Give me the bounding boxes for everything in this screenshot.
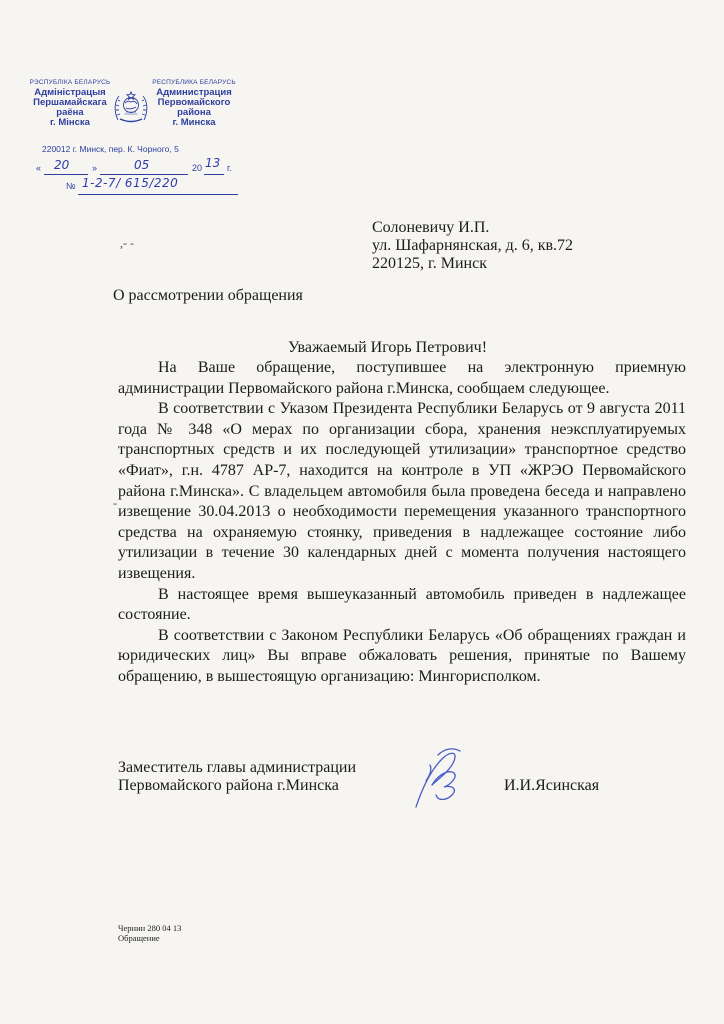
stamp-number-row [64, 176, 244, 197]
signatory-position-line2: Первомайского района г.Минска [118, 777, 339, 794]
stamp-address: 220012 г. Минск, пер. К. Чорного, 5 [42, 144, 179, 154]
stamp-russian-column [150, 78, 238, 128]
handwritten-signature [408, 745, 478, 815]
document-type: Обращение [118, 933, 160, 943]
date-month-underline [100, 174, 188, 175]
executor-footer [118, 923, 181, 943]
date-year-underline [204, 174, 224, 175]
date-close-quote: » [92, 163, 98, 173]
date-day-handwritten: 20 [54, 158, 70, 172]
letter-body [118, 358, 686, 688]
stamp-republic-ru: РЕСПУБЛИКА БЕЛАРУСЬ [152, 79, 236, 86]
letter-greeting: Уважаемый Игорь Петрович! [288, 339, 488, 356]
stamp-belarusian-column [26, 78, 114, 128]
date-day-underline [44, 174, 88, 175]
executor-info: Чернин 280 04 13 [118, 923, 182, 933]
signatory-name: И.И.Ясинская [504, 777, 600, 794]
letterhead-stamp [26, 78, 251, 198]
body-paragraph: На Ваше обращение, поступившее на электронную приемную администрации Первомайского района г.Минска, сообщаем следующее. [118, 359, 686, 397]
stamp-date-row [34, 156, 249, 177]
stamp-org-by-line3: раёна [56, 107, 84, 118]
body-paragraph: В соответствии с Указом Президента Республики Беларусь от 9 августа 2011 года № 348 «О мерах по организации сбора, хранения неэксплуатируемых транспортных средств и их последующей утилизации» транспортное средство «Фиат», г.н. 4787 АР-7, находится на контроле в УП «ЖРЭО Первомайского района г.Минска». С владельцем автомобиля была проведена беседа и направлено извещение 30.04.2013 о необходимости перемещения указанного транспортного средства на охраняемую стоянку, приведения в надлежащее состояние либо утилизации в течение 30 календарных дней с момента получения настоящего извещения. [118, 400, 686, 582]
stamp-org-ru-line3: района [177, 107, 211, 118]
recipient-city: 220125, г. Минск [372, 255, 487, 272]
stamp-org-by-line2: Першамайскага [33, 97, 107, 108]
stamp-republic-by: РЭСПУБЛІКА БЕЛАРУСЬ [29, 79, 111, 86]
number-handwritten: 1-2-7/ 615/220 [82, 176, 179, 190]
stamp-org-ru-line4: г. Минска [172, 117, 216, 128]
date-year-label: г. [227, 163, 232, 173]
recipient-street: ул. Шафарнянская, д. 6, кв.72 [372, 237, 574, 254]
scan-mark: ,- - [120, 236, 134, 250]
stamp-org-ru-line2: Первомайского [157, 97, 231, 108]
recipient-block [372, 219, 573, 273]
signatory-position [118, 759, 356, 795]
belarus-emblem-icon [112, 90, 150, 124]
body-paragraph: В соответствии с Законом Республики Беларусь «Об обращениях граждан и юридических лиц» Вы вправе обжаловать решения, принятые по Вашему обращению, в вышестоящую организацию: Мингорисполком. [118, 626, 686, 685]
recipient-name: Солоневичу И.П. [372, 219, 490, 236]
date-year-prefix: 20 [192, 163, 203, 173]
body-paragraph: В настоящее время вышеуказанный автомобиль приведен в надлежащее состояние. [118, 585, 686, 624]
signatory-position-line1: Заместитель главы администрации [118, 759, 357, 776]
stamp-org-by-line4: г. Мінска [50, 117, 90, 128]
date-month-handwritten: 05 [134, 158, 150, 172]
date-year-handwritten: 13 [205, 156, 221, 170]
number-label: № [66, 181, 76, 191]
date-open-quote: « [36, 163, 42, 173]
scan-mark: - [113, 496, 117, 510]
letter-subject: О рассмотрении обращения [113, 287, 303, 304]
stamp-org-by-line1: Адміністрацыя [34, 87, 106, 98]
stamp-org-ru-line1: Администрация [156, 87, 232, 98]
number-underline [78, 194, 238, 195]
